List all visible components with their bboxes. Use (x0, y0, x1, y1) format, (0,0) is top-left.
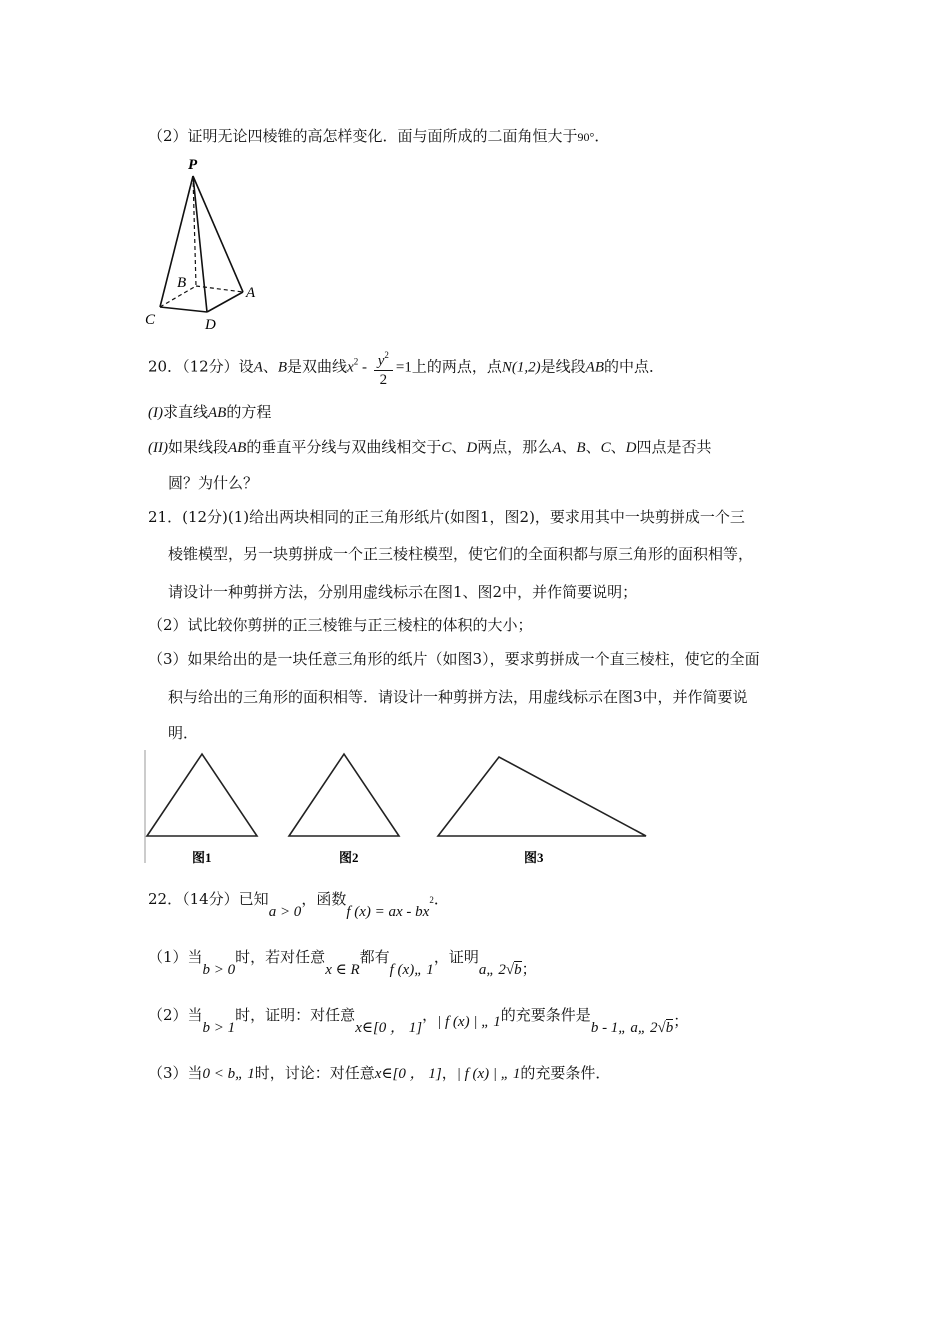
q22-p3-e: ， (441, 1064, 457, 1082)
q20-p2-a2: A (552, 440, 562, 456)
q20-ab: AB (585, 359, 604, 376)
q20-p2-c: 两点，那么 (477, 438, 553, 456)
triangle-fig2 (289, 754, 399, 836)
q20-var-b: B (277, 359, 288, 376)
q22-p1-b: b > 0 (202, 962, 236, 978)
q19-part2-line (148, 125, 609, 146)
q22-p2-sqrt: b (665, 1020, 674, 1036)
q22-p3-c: 时，讨论：对任意 (254, 1064, 375, 1082)
q21-line1: 21．(12分)(1)给出两块相同的正三角形纸片(如图1，图2)，要求用其中一块剪拼成一个三 (148, 508, 745, 526)
q20-p2-sep3: 、 (585, 438, 601, 456)
fig2-label: 图2 (339, 850, 359, 865)
q22-p3-a: （3）当 (148, 1064, 203, 1082)
q20-part2-line2: 圆？为什么？ (168, 474, 259, 492)
q20-text4: 的中点． (603, 357, 664, 376)
q20-text1: 是双曲线 (287, 357, 348, 376)
q22-part1: （1）当b > 0时，若对任意x ∈ R都有f (x)„ 1，证明a„ 2√b； (148, 948, 537, 978)
q22-p2-c: 时，证明：对任意 (235, 1006, 356, 1024)
q20-point-n: N(1,2) (501, 359, 541, 376)
pyramid-label-d: D (205, 317, 216, 332)
q22-p2-b: b > 1 (202, 1020, 236, 1036)
q20-denominator: 2 (379, 372, 388, 388)
pyramid-label-p: P (188, 157, 198, 173)
triangle-fig1 (147, 754, 257, 836)
pyramid-label-a: A (246, 285, 256, 301)
q22-p1-f: f (x)„ 1 (389, 962, 434, 978)
q20-fraction: $\frac{y^2}{2}$ (374, 346, 393, 389)
q20-sep: 、 (262, 357, 278, 376)
q20-number: 20．（12分）设 (148, 357, 254, 376)
q22-p1-c: 时，若对任意 (235, 948, 326, 966)
q22-p1-h: a„ 2 (478, 962, 506, 978)
q20-p2-d-var: D (466, 440, 478, 456)
q22-p3-g: 的充要条件． (520, 1064, 611, 1082)
q20-p1-end: 的方程 (226, 403, 272, 421)
q22-end: ． (433, 890, 449, 908)
q20-p2-b: 的垂直平分线与双曲线相交于 (246, 438, 442, 456)
pyramid-label-b: B (177, 275, 187, 291)
triangles-figure (140, 748, 660, 873)
q19-end: ． (594, 127, 610, 145)
q22-p2-f: | f (x) | „ 1 (437, 1014, 501, 1030)
q20-stem: 20．（12分）设A、B是双曲线$x^2$ - $\frac{y^2}{2}$ =1上的两点，点N(1,2)是线段AB的中点． (148, 346, 664, 389)
q22-p1-e: 都有 (359, 948, 390, 966)
q22-p3-f: | f (x) | „ 1 (456, 1066, 521, 1082)
fig3-label: 图3 (524, 850, 544, 865)
q22-p1-a: （1）当 (148, 948, 203, 966)
q20-var-a: A (253, 359, 263, 376)
q20-p2-sep2: 、 (561, 438, 577, 456)
q22-p2-d: x∈[0 ， 1] (355, 1020, 423, 1036)
q22-p3-b: 0 < b„ 1 (202, 1066, 255, 1082)
q20-p1-roman: (I) (148, 405, 163, 421)
q22-part2: （2）当b > 1时，证明：对任意x∈[0 ， 1]，| f (x) | „ 1的充要条件是b - 1„ a„ 2√b； (148, 1006, 689, 1036)
q20-minus: - (358, 359, 371, 376)
q20-p1-text: 求直线 (163, 403, 209, 421)
q21-line4: （2）试比较你剪拼的正三棱锥与正三棱柱的体积的大小； (148, 616, 533, 634)
pyramid-figure (140, 152, 270, 332)
q20-p2-c2: C (600, 440, 611, 456)
q22-p2-a: （2）当 (148, 1006, 203, 1024)
q22-p2-e: ， (422, 1006, 438, 1024)
q22-stem: 22．（14分）已知a > 0，函数f (x) = ax - $bx^2$． (148, 890, 449, 920)
q22-p2-i: ； (673, 1012, 689, 1030)
q20-eq: =1 (395, 359, 412, 376)
q20-p2-a: 如果线段 (167, 438, 228, 456)
q20-p2-roman: (II) (148, 440, 168, 456)
q20-text3: 是线段 (540, 357, 586, 376)
q20-p2-d: 四点是否共 (636, 438, 712, 456)
triangle-fig3 (438, 757, 646, 836)
q21-line5: （3）如果给出的是一块任意三角形的纸片（如图3），要求剪拼成一个直三棱柱，使它的全面 (148, 650, 760, 668)
q20-p2-ab: AB (228, 440, 247, 456)
q20-x: x (347, 359, 354, 376)
q20-p2-c-var: C (441, 440, 452, 456)
q21-line6: 积与给出的三角形的面积相等．请设计一种剪拼方法，用虚线标示在图3中，并作简要说 (168, 688, 748, 706)
pyramid-label-c: C (145, 312, 156, 328)
q22-p2-h: b - 1„ a„ 2 (590, 1020, 658, 1036)
q21-line2: 棱锥模型，另一块剪拼成一个正三棱柱模型，使它们的全面积都与原三角形的面积相等， (168, 545, 754, 563)
q22-cond: a > 0 (268, 904, 302, 920)
q20-p2-d2: D (625, 440, 637, 456)
q22-p2-g: 的充要条件是 (500, 1006, 591, 1024)
q21-line3: 请设计一种剪拼方法，分别用虚线标示在图1、图2中，并作简要说明； (168, 583, 638, 601)
q22-p1-sqrt: b (514, 962, 522, 978)
q22-part3 (148, 1062, 610, 1083)
q22-mid: ，函数 (301, 890, 347, 908)
q22-p3-d: x∈[0 ， 1] (374, 1066, 442, 1082)
q19-angle: 90° (577, 130, 595, 144)
q22-function: f (x) = ax - bx (346, 904, 430, 920)
q20-part2 (148, 436, 712, 457)
q22-head: 22．（14分）已知 (148, 890, 269, 908)
q20-y: y (377, 353, 385, 369)
q20-p2-b2: B (576, 440, 586, 456)
q19-part2-text: （2）证明无论四棱锥的高怎样变化．面与面所成的二面角恒大于 (148, 127, 578, 145)
q20-part1 (148, 401, 271, 422)
q22-p1-g: ，证明 (433, 948, 479, 966)
q22-p1-d: x ∈ R (325, 962, 360, 978)
fig1-label: 图1 (192, 850, 212, 865)
q20-p2-sep4: 、 (610, 438, 626, 456)
q21-line7: 明． (168, 724, 199, 742)
q20-p1-ab: AB (208, 405, 227, 421)
q20-p2-sep1: 、 (451, 438, 467, 456)
q20-text2: 上的两点，点 (411, 357, 502, 376)
q22-p1-i: ； (521, 960, 537, 978)
